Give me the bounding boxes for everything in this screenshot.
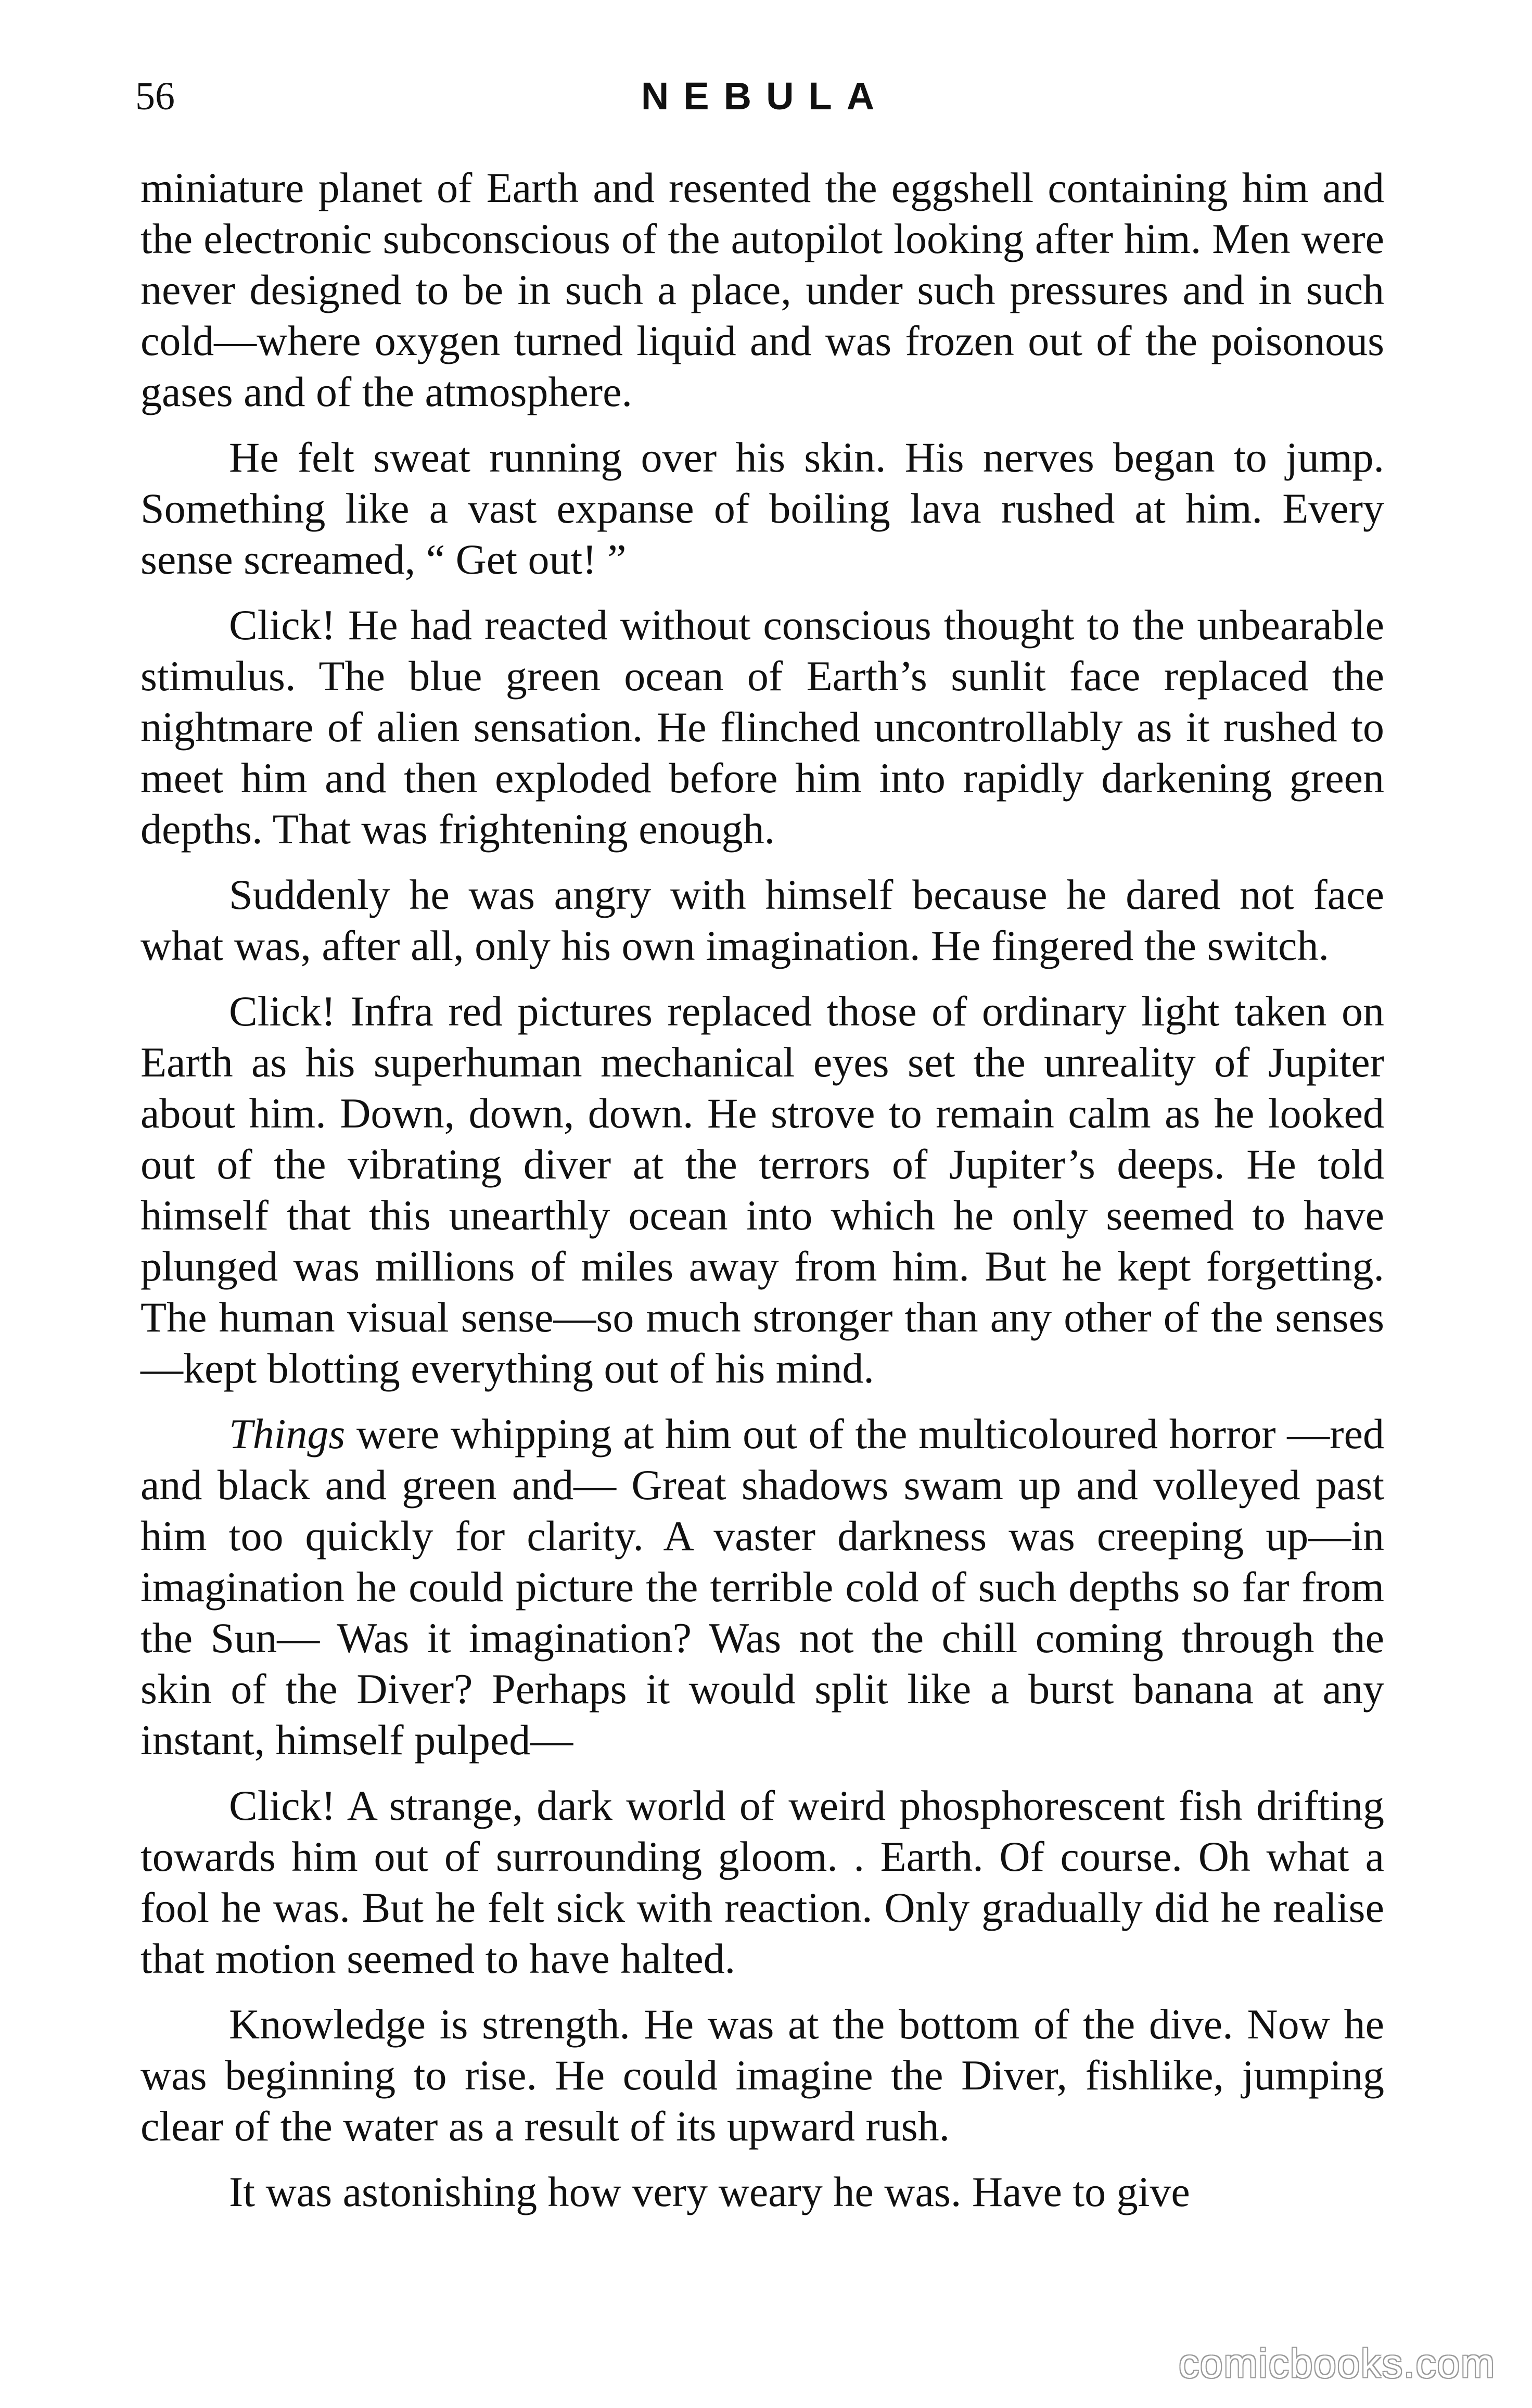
watermark: comicbooks.com — [1179, 2340, 1496, 2386]
paragraph: It was astonishing how very weary he was. Have to give — [229, 2168, 1190, 2215]
page-number: 56 — [135, 74, 175, 118]
paragraph: Suddenly he was angry with himself because he dared not face what was, after all, only his own imagination. He fingered the switch. — [141, 871, 1384, 969]
paragraph: Click! A strange, dark world of weird phosphorescent fish drifting towards him out of surrounding gloom. . Earth. Of course. Oh what a fool he was. But he felt sick with reaction. Only gradually did he realise that motion seemed to have halted. — [141, 1782, 1384, 1982]
emphasis: Things — [229, 1410, 346, 1458]
page-header — [135, 68, 1395, 125]
paragraph: Things were whipping at him out of the multicoloured horror —red and black and green and— Great shadows swam up and volleyed past him too quickly for clarity. A vaster darkness was creeping up—in imagination he could picture the terrible cold of such depths so far from the Sun— Was it imagination? Was not the chill coming through the skin of the Diver? Perhaps it would split like a burst banana at any instant, himself pulped— — [141, 1410, 1384, 1764]
paragraph: Knowledge is strength. He was at the bottom of the dive. Now he was beginning to rise. He could imagine the Diver, fishlike, jumping clear of the water as a result of its upward rush. — [141, 2000, 1384, 2150]
paragraph: Click! He had reacted without conscious thought to the unbearable stimulus. The blue green ocean of Earth’s sunlit face replaced the nightmare of alien sensation. He flinched uncontrollably as it rushed to meet him and then exploded before him into rapidly darkening green depths. That was frightening enough. — [141, 601, 1384, 853]
running-title: NEBULA — [641, 74, 889, 118]
paragraph: He felt sweat running over his skin. His nerves began to jump. Something like a vast expanse of boiling lava rushed at him. Every sense screamed, “ Get out! ” — [141, 434, 1384, 583]
paragraph: miniature planet of Earth and resented the eggshell containing him and the electronic subconscious of the autopilot looking after him. Men were never designed to be in such a place, under such pressures and in such cold—where oxygen turned liquid and was frozen out of the poisonous gases and of the atmosphere. — [141, 164, 1384, 415]
paragraph: Click! Infra red pictures replaced those of ordinary light taken on Earth as his superhuman mechanical eyes set the unreality of Jupiter about him. Down, down, down. He strove to remain calm as he looked out of the vibrating diver at the terrors of Jupiter’s deeps. He told himself that this unearthly ocean into which he only seemed to have plunged was millions of miles away from him. But he kept forgetting. The human visual sense—so much stronger than any other of the senses—kept blotting everything out of his mind. — [141, 987, 1384, 1392]
body-text — [141, 162, 1384, 2232]
